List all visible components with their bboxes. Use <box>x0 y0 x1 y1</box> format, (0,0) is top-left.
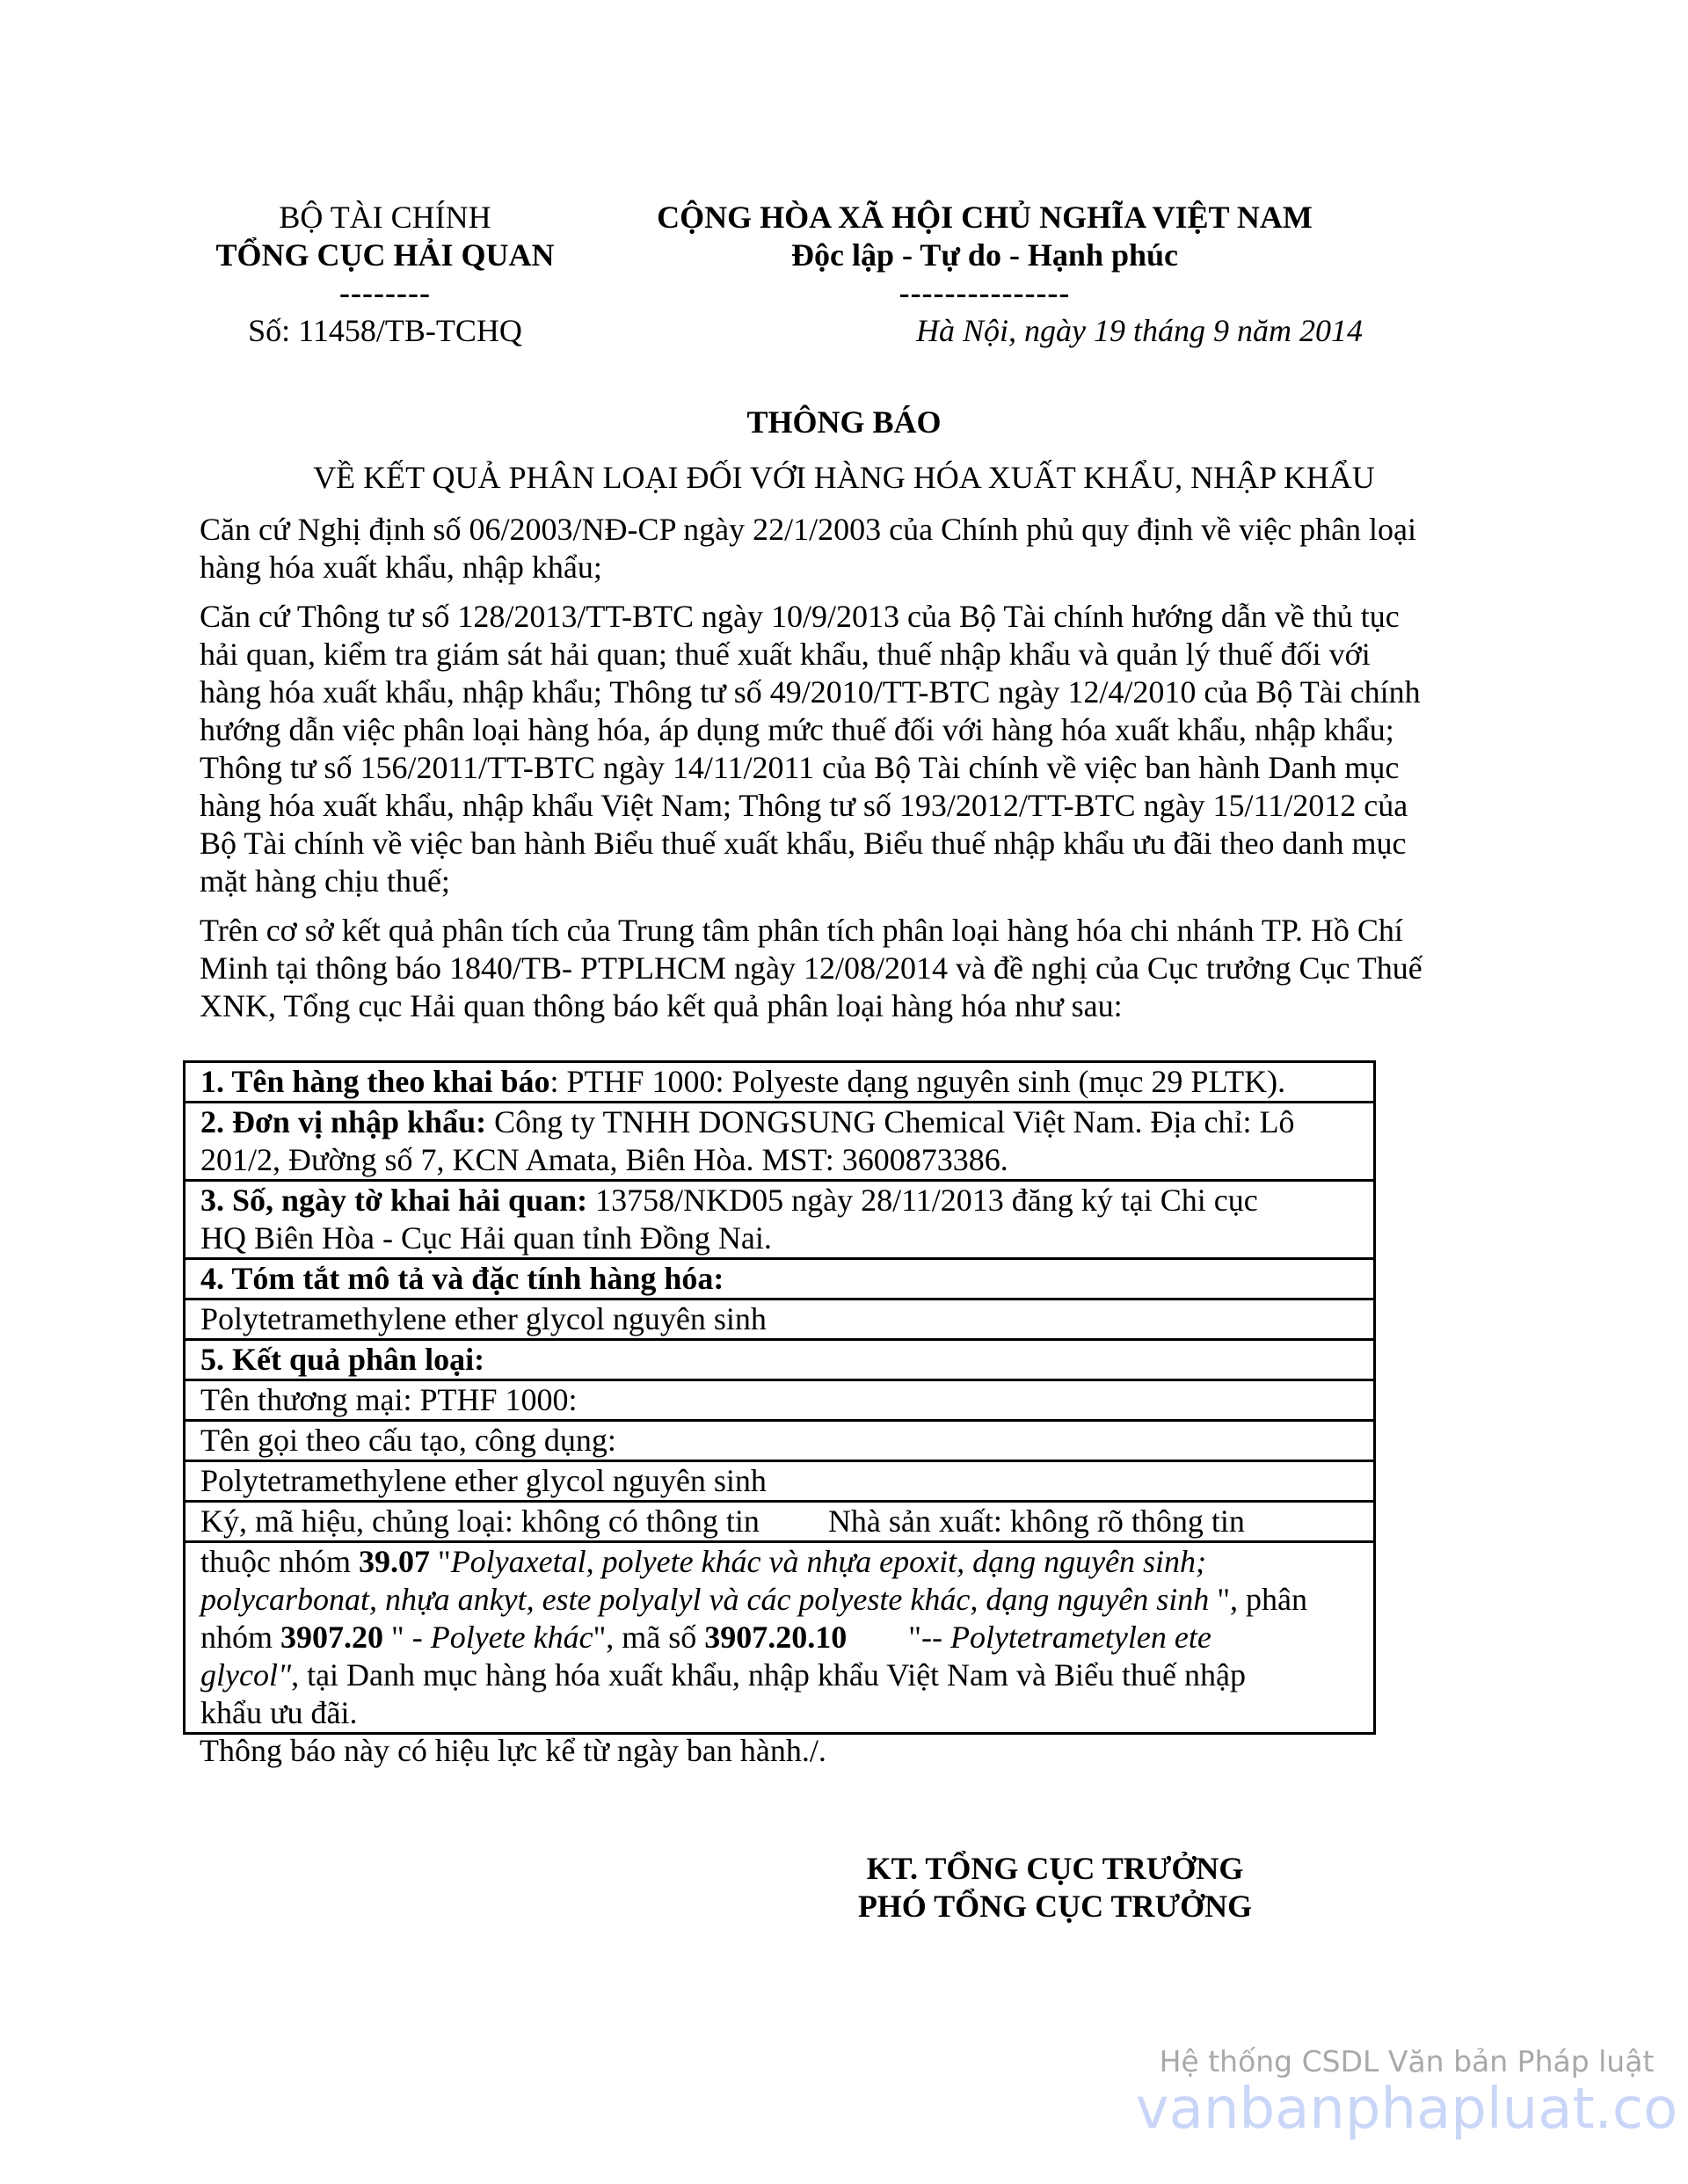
table-row <box>185 1259 1375 1299</box>
document-body <box>200 511 1483 1037</box>
subheading-code: 3907.20 <box>280 1620 384 1655</box>
classification-line <box>200 1619 1373 1656</box>
heading-description: Polyaxetal, polyete khác và nhựa epoxit, dạng nguyên sinh; <box>450 1544 1207 1579</box>
table-row <box>185 1380 1375 1421</box>
model-manufacturer-cell <box>185 1502 1375 1542</box>
classification-line: khẩu ưu đãi. <box>200 1695 358 1730</box>
text: " - <box>383 1620 431 1655</box>
paragraph-legal-basis-circulars <box>200 598 1483 900</box>
classification-line <box>200 1543 1373 1581</box>
table-row <box>185 1421 1375 1461</box>
text-line: hàng hóa xuất khẩu, nhập khẩu; <box>200 550 602 585</box>
text-line: XNK, Tổng cục Hải quan thông báo kết quả phân loại hàng hóa như sau: <box>200 988 1123 1023</box>
importer-cell <box>185 1103 1375 1181</box>
field-value: Công ty TNHH DONGSUNG Chemical Việt Nam. Địa chỉ: Lô <box>486 1104 1295 1139</box>
text-line: Căn cứ Thông tư số 128/2013/TT-BTC ngày 10/9/2013 của Bộ Tài chính hướng dẫn về thủ tục <box>200 599 1400 634</box>
trade-name-cell: Tên thương mại: PTHF 1000: <box>185 1380 1375 1421</box>
country-name: CỘNG HÒA XÃ HỘI CHỦ NGHĨA VIỆT NAM <box>657 200 1313 235</box>
text: " <box>429 1544 451 1579</box>
field-label: 2. Đơn vị nhập khẩu: <box>200 1104 487 1139</box>
watermark-site: vanbanphapluat.co <box>1135 2077 1678 2142</box>
text-line: hàng hóa xuất khẩu, nhập khẩu Việt Nam; Thông tư số 193/2012/TT-BTC ngày 15/11/2012 của <box>200 788 1408 823</box>
structure-name-value-cell: Polytetramethylene ether glycol nguyên sinh <box>185 1461 1375 1502</box>
text: , tại Danh mục hàng hóa xuất khẩu, nhập khẩu Việt Nam và Biểu thuế nhập <box>291 1657 1246 1693</box>
classification-line <box>200 1656 1373 1694</box>
text: "-- <box>908 1620 950 1655</box>
text-line: Trên cơ sở kết quả phân tích của Trung tâm phân tích phân loại hàng hóa chi nhánh TP. Hồ Chí <box>200 913 1403 948</box>
text: ", phân <box>1217 1582 1307 1617</box>
field-label: 1. Tên hàng theo khai báo <box>200 1064 550 1099</box>
hs-name-continued: glycol" <box>200 1657 292 1693</box>
table-row <box>185 1340 1375 1380</box>
document-subtitle: VỀ KẾT QUẢ PHÂN LOẠI ĐỐI VỚI HÀNG HÓA XUẤT KHẨU, NHẬP KHẨU <box>313 460 1375 495</box>
text-line: Căn cứ Nghị định số 06/2003/NĐ-CP ngày 22/1/2003 của Chính phủ quy định về việc phân loại <box>200 512 1417 547</box>
signatory-title: PHÓ TỔNG CỤC TRƯỞNG <box>857 1889 1253 1924</box>
table-row <box>185 1502 1375 1542</box>
national-divider: --------------- <box>899 275 1071 310</box>
table-row <box>185 1181 1375 1259</box>
manufacturer-info: Nhà sản xuất: không rõ thông tin <box>827 1503 1245 1539</box>
text: nhóm <box>200 1620 281 1655</box>
national-header-block <box>607 199 1363 350</box>
agency-name: TỔNG CỤC HẢI QUAN <box>215 237 555 273</box>
field-value-continued: 201/2, Đường số 7, KCN Amata, Biên Hòa. MST: 3600873386. <box>200 1142 1008 1177</box>
issue-date: Hà Nội, ngày 19 tháng 9 năm 2014 <box>916 313 1363 348</box>
field-value-continued: HQ Biên Hòa - Cục Hải quan tỉnh Đồng Nai. <box>200 1220 772 1256</box>
paragraph-analysis-basis <box>200 912 1483 1025</box>
text-line: hàng hóa xuất khẩu, nhập khẩu; Thông tư số 49/2010/TT-BTC ngày 12/4/2010 của Bộ Tài chính <box>200 674 1421 710</box>
issuer-block <box>200 199 570 350</box>
ministry-name: BỘ TÀI CHÍNH <box>279 200 491 235</box>
hs-name: Polytetrametylen ete <box>950 1620 1211 1655</box>
field-value: 13758/NKD05 ngày 28/11/2013 đăng ký tại Chi cục <box>587 1183 1258 1218</box>
watermark <box>1090 2044 1688 2142</box>
field-label: 5. Kết quả phân loại: <box>200 1342 485 1377</box>
text-line: Thông tư số 156/2011/TT-BTC ngày 14/11/2011 của Bộ Tài chính về việc ban hành Danh mục <box>200 750 1400 785</box>
text-line: hải quan, kiểm tra giám sát hải quan; thuế xuất khẩu, thuế nhập khẩu và quản lý thuế đối với <box>200 637 1371 672</box>
text-line: Minh tại thông báo 1840/TB- PTPLHCM ngày 12/08/2014 và đề nghị của Cục trưởng Cục Thuế <box>200 950 1422 986</box>
national-motto: Độc lập - Tự do - Hạnh phúc <box>790 237 1179 273</box>
text-line: hướng dẫn việc phân loại hàng hóa, áp dụng mức thuế đối với hàng hóa xuất khẩu, nhập khẩu; <box>200 712 1394 747</box>
heading-description-continued: polycarbonat, nhựa ankyt, este polyalyl và các polyeste khác, dạng nguyên sinh <box>200 1582 1218 1617</box>
signatory-authority: KT. TỔNG CỤC TRƯỞNG <box>866 1851 1244 1886</box>
description-value-cell: Polytetramethylene ether glycol nguyên sinh <box>185 1299 1375 1340</box>
text: ", mã số <box>593 1620 705 1655</box>
table-row <box>185 1062 1375 1103</box>
signature-block <box>791 1850 1319 1926</box>
description-heading-cell <box>185 1259 1375 1299</box>
hs-code: 3907.20.10 <box>704 1620 848 1655</box>
table-row <box>185 1299 1375 1340</box>
customs-declaration-cell <box>185 1181 1375 1259</box>
text: thuộc nhóm <box>200 1544 359 1579</box>
classification-table <box>183 1060 1376 1735</box>
table-row <box>185 1461 1375 1502</box>
document-number: Số: 11458/TB-TCHQ <box>248 313 522 348</box>
table-row <box>185 1542 1375 1734</box>
model-info: Ký, mã hiệu, chủng loại: không có thông tin <box>200 1503 760 1539</box>
document-title: THÔNG BÁO <box>746 404 942 440</box>
text-line: mặt hàng chịu thuế; <box>200 863 450 899</box>
field-value: : PTHF 1000: Polyeste dạng nguyên sinh (mục 29 PLTK). <box>549 1064 1286 1099</box>
subheading-name: Polyete khác <box>430 1620 593 1655</box>
paragraph-legal-basis-decree <box>200 511 1483 586</box>
classification-line <box>200 1581 1373 1619</box>
declared-goods-name-cell <box>185 1062 1375 1103</box>
watermark-caption: Hệ thống CSDL Văn bản Pháp luật <box>1159 2044 1655 2078</box>
result-heading-cell <box>185 1340 1375 1380</box>
structure-name-label-cell: Tên gọi theo cấu tạo, công dụng: <box>185 1421 1375 1461</box>
field-label: 3. Số, ngày tờ khai hải quan: <box>200 1183 588 1218</box>
table-row <box>185 1103 1375 1181</box>
effective-clause: Thông báo này có hiệu lực kể từ ngày ban hành./. <box>200 1733 826 1768</box>
field-label: 4. Tóm tắt mô tả và đặc tính hàng hóa: <box>200 1261 724 1296</box>
issuer-divider: -------- <box>339 275 431 310</box>
heading-code: 39.07 <box>358 1544 430 1579</box>
text-line: Bộ Tài chính về việc ban hành Biểu thuế xuất khẩu, Biểu thuế nhập khẩu ưu đãi theo danh mục <box>200 826 1407 861</box>
classification-result-cell <box>185 1542 1375 1734</box>
